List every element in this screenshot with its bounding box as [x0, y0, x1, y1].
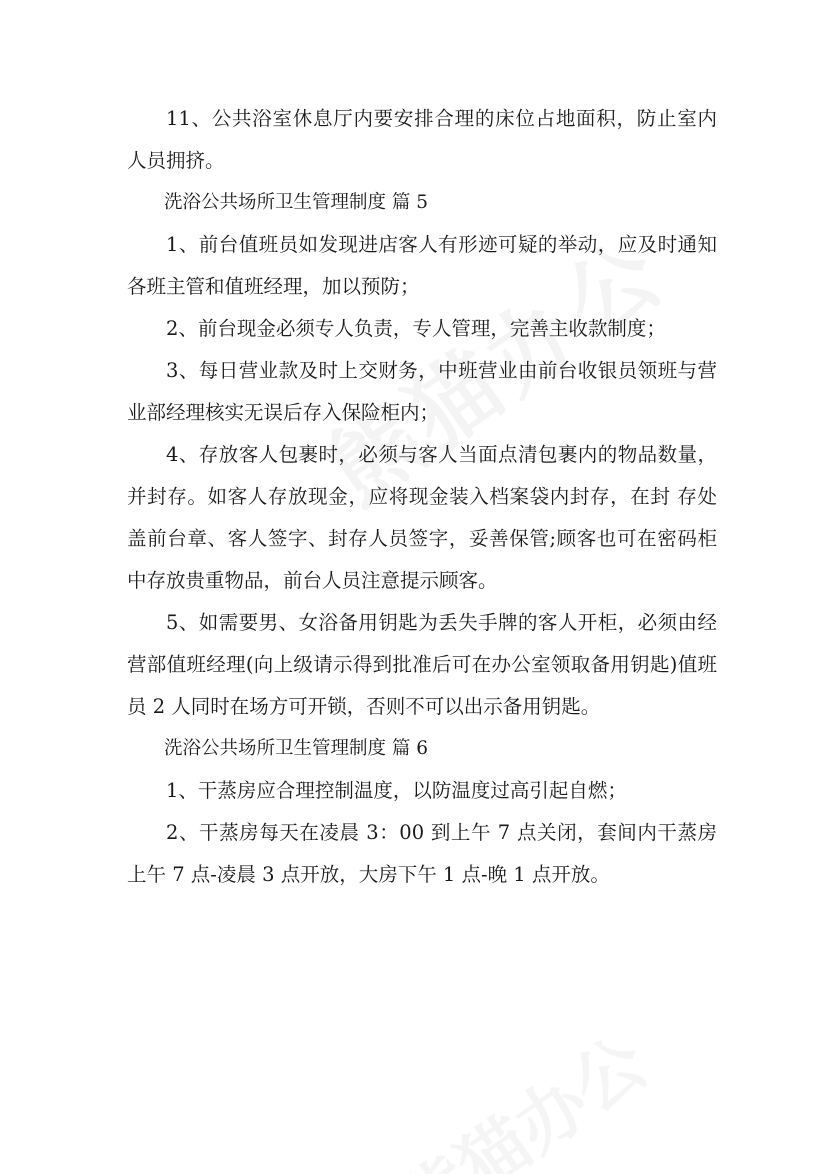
paragraph-item-2-section6: 2、干蒸房每天在凌晨 3：00 到上午 7 点关闭，套间内干蒸房上午 7 点-凌晨 3 点开放，大房下午 1 点-晚 1 点开放。 [127, 821, 717, 886]
document-body [127, 98, 717, 896]
paragraph-item-5: 5、如需要男、女浴备用钥匙为丢失手牌的客人开柜，必须由经营部值班经理(向上级请示得到批准后可在办公室领取备用钥匙)值班员 2 人同时在场方可开锁，否则不可以出示备用钥匙。 [127, 611, 717, 718]
paragraph-item-11: 11、公共浴室休息厅内要安排合理的床位占地面积，防止室内人员拥挤。 [127, 107, 717, 172]
paragraph-item-2: 2、前台现金必须专人负责，专人管理，完善主收款制度； [166, 317, 666, 340]
section-heading-6: 洗浴公共场所卫生管理制度 篇 6 [164, 738, 429, 759]
section-heading-5: 洗浴公共场所卫生管理制度 篇 5 [164, 192, 429, 213]
paragraph-item-3: 3、每日营业款及时上交财务，中班营业由前台收银员领班与营业部经理核实无误后存入保险柜内； [127, 359, 717, 424]
paragraph-item-4: 4、存放客人包裹时，必须与客人当面点清包裹内的物品数量，并封存。如客人存放现金，应将现金装入档案袋内封存，在封 存处盖前台章、客人签字、封存人员签字，妥善保管;顾客也可在密码柜中存放贵重物品，前台人员注意提示顾客。 [127, 443, 717, 592]
paragraph-item-1: 1、前台值班员如发现进店客人有形迹可疑的举动，应及时通知各班主管和值班经理，加以预防； [127, 233, 717, 298]
paragraph-item-1-section6: 1、干蒸房应合理控制温度，以防温度过高引起自燃； [166, 779, 627, 802]
watermark-secondary [376, 1009, 663, 1174]
